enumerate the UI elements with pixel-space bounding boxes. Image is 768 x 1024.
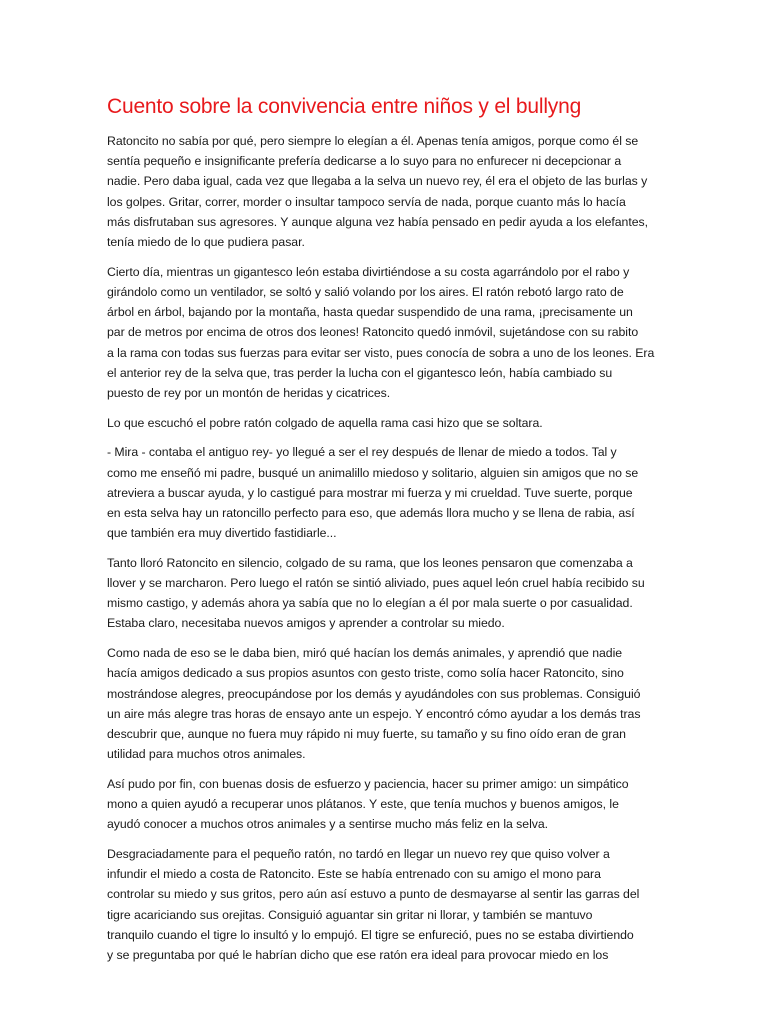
text-line: en esta selva hay un ratoncillo perfecto para eso, que además llora mucho y se llena de rabia, así <box>107 505 635 520</box>
paragraph <box>107 844 659 965</box>
text-line: nadie. Pero daba igual, cada vez que llegaba a la selva un nuevo rey, él era el objeto de las burlas y <box>107 174 648 189</box>
text-line: utilidad para muchos otros animales. <box>107 747 306 762</box>
text-line: sentía pequeño e insignificante prefería dedicarse a lo suyo para no enfurecer ni decepcionar a <box>107 154 622 169</box>
document-body <box>107 131 659 965</box>
text-line: Estaba claro, necesitaba nuevos amigos y aprender a controlar su miedo. <box>107 616 505 631</box>
text-line: ayudó conocer a muchos otros animales y a sentirse mucho más feliz en la selva. <box>107 817 549 832</box>
text-line: tenía miedo de lo que pudiera pasar. <box>107 235 305 250</box>
text-line: un aire más alegre tras horas de ensayo ante un espejo. Y encontró cómo ayudar a los demás tras <box>107 706 641 721</box>
text-line: que también era muy divertido fastidiarle... <box>107 526 337 541</box>
text-line: atreviera a buscar ayuda, y lo castigué para mostrar mi fuerza y mi crueldad. Tuve suerte, porque <box>107 485 633 500</box>
text-line: llover y se marcharon. Pero luego el ratón se sintió aliviado, pues aquel león cruel había recibido su <box>107 576 645 591</box>
text-line: controlar su miedo y sus gritos, pero aún así estuvo a punto de desmayarse al sentir las garras del <box>107 887 640 902</box>
text-line: Desgraciadamente para el pequeño ratón, no tardó en llegar un nuevo rey que quiso volver a <box>107 847 610 861</box>
text-line: infundir el miedo a costa de Ratoncito. Este se había entrenado con su amigo el mono para <box>107 867 601 882</box>
text-line: y se preguntaba por qué le habrían dicho que ese ratón era ideal para provocar miedo en los <box>107 948 609 963</box>
text-line: hacía amigos dedicado a sus propios asuntos con gesto triste, como solía hacer Ratoncito, sino <box>107 666 624 681</box>
text-line: los golpes. Gritar, correr, morder o insultar tampoco servía de nada, porque cuanto más lo hacía <box>107 194 626 209</box>
text-line: Como nada de eso se le daba bien, miró qué hacían los demás animales, y aprendió que nadie <box>107 646 623 661</box>
text-line: Lo que escuchó el pobre ratón colgado de aquella rama casi hizo que se soltara. <box>107 415 543 430</box>
text-line: Ratoncito no sabía por qué, pero siempre lo elegían a él. Apenas tenía amigos, porque como él se <box>107 134 639 148</box>
paragraph <box>107 442 659 543</box>
text-line: - Mira - contaba el antiguo rey- yo llegué a ser el rey después de llenar de miedo a todos. Tal y <box>107 445 617 460</box>
text-line: mismo castigo, y además ahora ya sabía que no lo elegían a él por mala suerte o por casualidad. <box>107 596 633 611</box>
text-line: como me enseñó mi padre, busqué un animalillo miedoso y solitario, alguien sin amigos que no se <box>107 465 639 480</box>
text-line: árbol en árbol, bajando por la montaña, hasta quedar suspendido de una rama, ¡precisamente un <box>107 305 633 320</box>
text-line: más disfrutaban sus agresores. Y aunque alguna vez había pensado en pedir ayuda a los elefantes, <box>107 214 648 229</box>
paragraph <box>107 643 659 764</box>
text-line: descubrir que, aunque no fuera muy rápido ni muy fuerte, su tamaño y su fino oído eran de gran <box>107 726 626 741</box>
paragraph <box>107 131 659 252</box>
text-line: Así pudo por fin, con buenas dosis de esfuerzo y paciencia, hacer su primer amigo: un simpático <box>107 776 629 791</box>
text-line: puesto de rey por un montón de heridas y cicatrices. <box>107 385 391 400</box>
text-line: tigre acariciando sus orejitas. Consiguió aguantar sin gritar ni llorar, y también se mantuvo <box>107 907 593 922</box>
text-line: Tanto lloró Ratoncito en silencio, colgado de su rama, que los leones pensaron que comenzaba a <box>107 555 633 570</box>
text-line: a la rama con todas sus fuerzas para evitar ser visto, pues conocía de sobra a uno de los leones. Era <box>107 345 655 360</box>
paragraph <box>107 262 659 403</box>
document-title: Cuento sobre la convivencia entre niños y el bullyng <box>107 95 582 118</box>
document-page <box>107 92 659 975</box>
text-line: Cierto día, mientras un gigantesco león estaba divirtiéndose a su costa agarrándolo por el rabo y <box>107 264 630 279</box>
text-line: girándolo como un ventilador, se soltó y salió volando por los aires. El ratón rebotó largo rato de <box>107 284 624 299</box>
text-line: el anterior rey de la selva que, tras perder la lucha con el gigantesco león, había cambiado su <box>107 365 613 380</box>
paragraph <box>107 774 659 835</box>
text-line: par de metros por encima de otros dos leones! Ratoncito quedó inmóvil, sujetándose con su rabito <box>107 325 639 340</box>
paragraph <box>107 553 659 634</box>
paragraph <box>107 413 659 433</box>
text-line: tranquilo cuando el tigre lo insultó y lo empujó. El tigre se enfureció, pues no se estaba divirtiendo <box>107 927 634 942</box>
text-line: mostrándose alegres, preocupándose por los demás y ayudándoles con sus problemas. Consiguió <box>107 686 641 701</box>
text-line: mono a quien ayudó a recuperar unos plátanos. Y este, que tenía muchos y buenos amigos, le <box>107 797 619 812</box>
